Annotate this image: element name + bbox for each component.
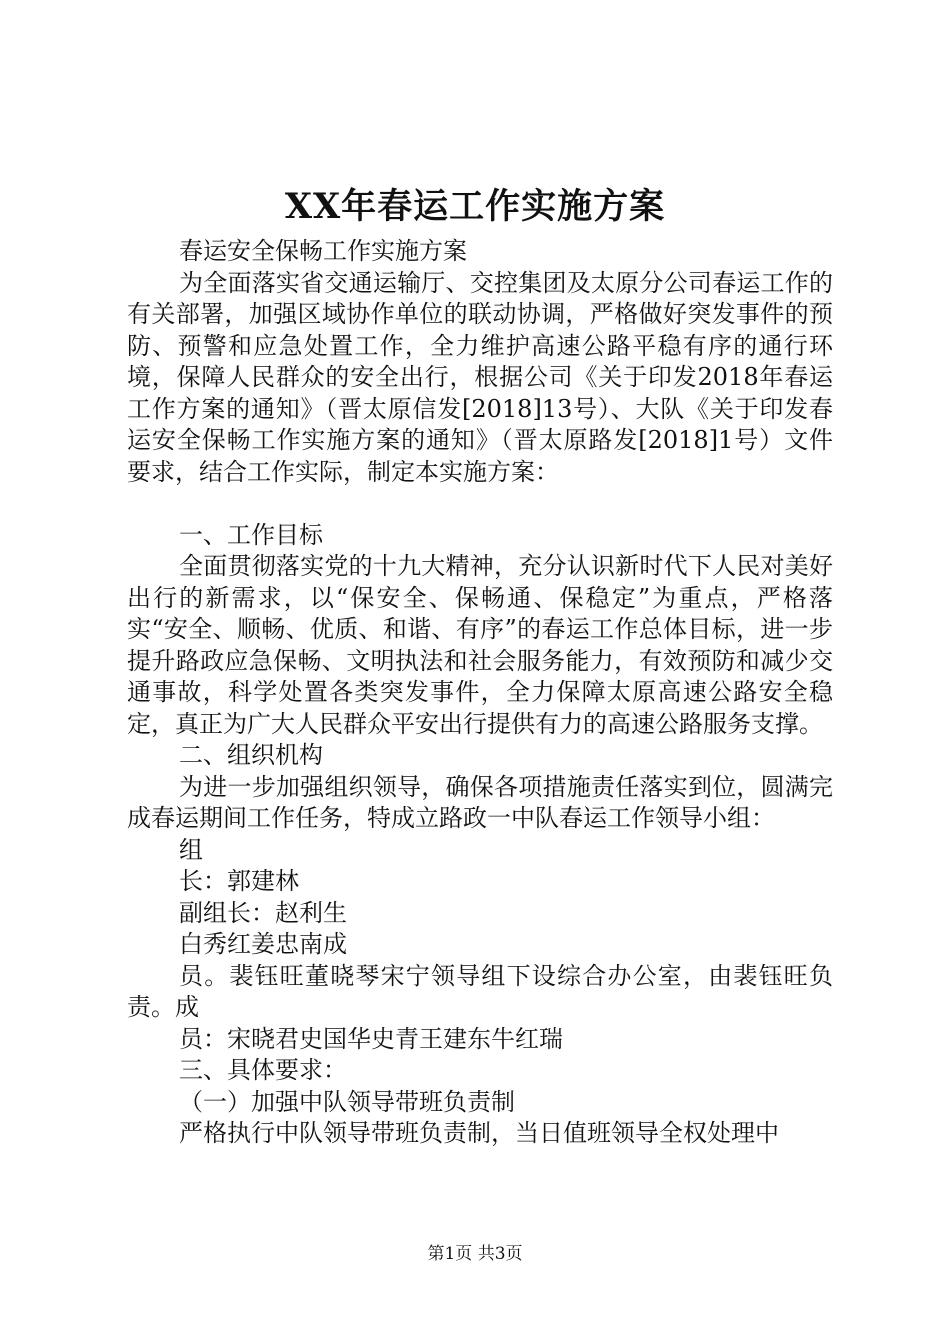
subsection-heading-1: （一）加强中队领导带班负责制 [179, 1087, 515, 1116]
requirements-paragraph: 严格执行中队领导带班负责制，当日值班领导全权处理中 [179, 1119, 779, 1147]
members-line-1: 白秀红姜忠南成 [179, 930, 347, 958]
deputy-leader-line: 副组长：赵利生 [179, 898, 347, 927]
section-heading-goals: 一、工作目标 [179, 520, 323, 549]
document-title: XX年春运工作实施方案 [284, 186, 666, 227]
paragraph-gap [127, 488, 833, 520]
subtitle-paragraph: 春运安全保畅工作实施方案 [179, 237, 467, 265]
page-indicator: 第1页 共3页 [427, 1244, 523, 1264]
section-heading-requirements: 三、具体要求： [179, 1056, 347, 1084]
section-heading-organization: 二、组织机构 [179, 741, 323, 769]
group-label-line: 组 [179, 835, 203, 864]
members-line-3: 员：宋晓君史国华史青王建东牛红瑞 [179, 1024, 563, 1053]
goals-paragraph: 全面贯彻落实党的十九大精神，充分认识新时代下人民对美好出行的新需求，以“保安全、保畅通、保稳定”为重点，严格落实“安全、顺畅、优质、和谐、有序”的春运工作总体目标，进一步提升路政应急保畅、文明执法和社会服务能力，有效预防和减少交通事故，科学处置各类突发事件，全力保障太原高速公路安全稳定，真正为广大人民群众平安出行提供有力的高速公路服务支撑。 [127, 552, 833, 738]
organization-paragraph: 为进一步加强组织领导，确保各项措施责任落实到位，圆满完成春运期间工作任务，特成立路政一中队春运工作领导小组： [127, 772, 833, 832]
intro-paragraph: 为全面落实省交通运输厅、交控集团及太原分公司春运工作的有关部署，加强区域协作单位的联动协调，严格做好突发事件的预防、预警和应急处置工作，全力维护高速公路平稳有序的通行环境，保障人民群众的安全出行，根据公司《关于印发2018年春运工作方案的通知》（晋太原信发[2018]13号）、大队《关于印发春运安全保畅工作实施方案的通知》（晋太原路发[2018]1号）文件要求，结合工作实际，制定本实施方案： [127, 268, 833, 486]
group-leader-line: 长：郭建林 [179, 867, 299, 895]
document-body [127, 236, 833, 1150]
members-line-2: 员。裴钰旺董晓琴宋宁领导组下设综合办公室，由裴钰旺负责。成 [127, 961, 833, 1021]
